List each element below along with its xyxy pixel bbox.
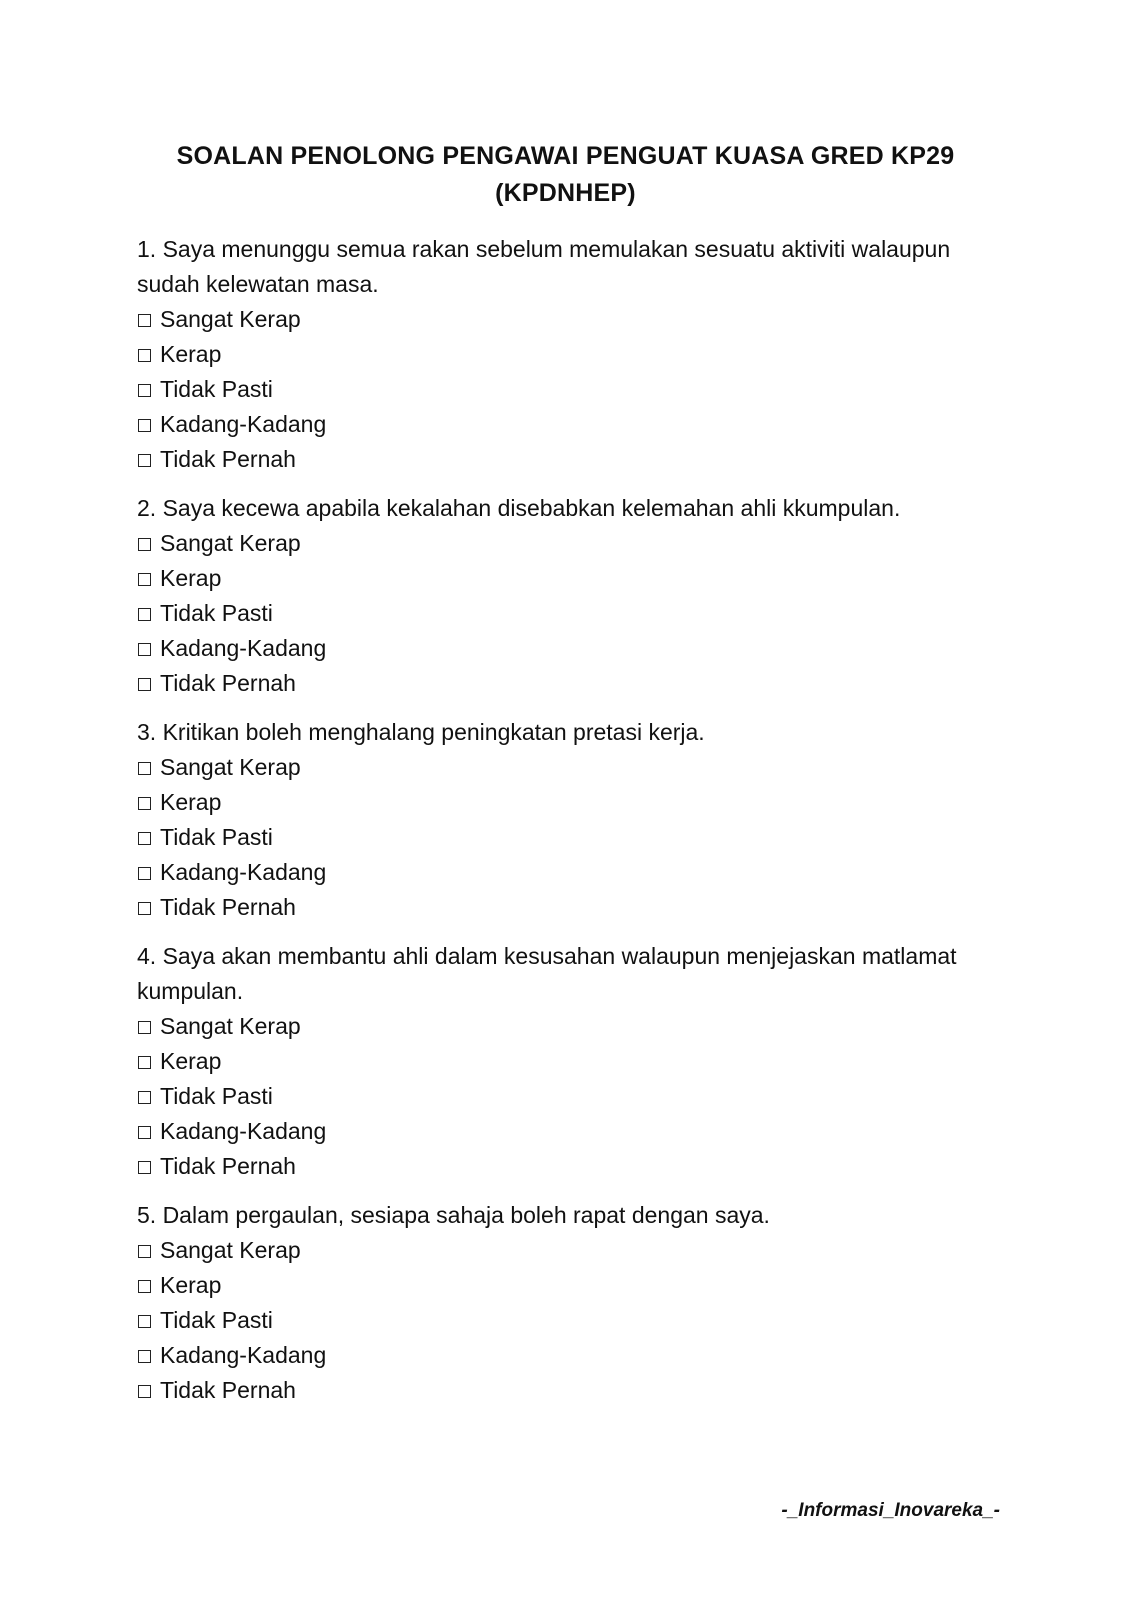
option-item[interactable] [137, 820, 1007, 855]
checkbox-icon[interactable] [138, 1245, 151, 1258]
option-label: Kerap [160, 1048, 222, 1074]
option-item[interactable] [137, 302, 1007, 337]
option-label: Kerap [160, 565, 222, 591]
option-item[interactable] [137, 1009, 1007, 1044]
option-item[interactable] [137, 372, 1007, 407]
checkbox-icon[interactable] [138, 1161, 151, 1174]
checkbox-icon[interactable] [138, 454, 151, 467]
option-label: Kadang-Kadang [160, 1342, 327, 1368]
option-item[interactable] [137, 1303, 1007, 1338]
checkbox-icon[interactable] [138, 643, 151, 656]
title-line-2: (KPDNHEP) [495, 179, 636, 207]
option-item[interactable] [137, 750, 1007, 785]
checkbox-icon[interactable] [138, 867, 151, 880]
option-list [137, 302, 1007, 477]
checkbox-icon[interactable] [138, 1021, 151, 1034]
checkbox-icon[interactable] [138, 314, 151, 327]
option-list [137, 750, 1007, 925]
title-line-1: SOALAN PENOLONG PENGAWAI PENGUAT KUASA GRED KP29 [176, 142, 955, 170]
option-label: Sangat Kerap [160, 754, 301, 780]
option-label: Sangat Kerap [160, 1237, 301, 1263]
question-text: 3. Kritikan boleh menghalang peningkatan pretasi kerja. [137, 719, 705, 745]
checkbox-icon[interactable] [138, 349, 151, 362]
checkbox-icon[interactable] [138, 1315, 151, 1328]
option-label: Tidak Pasti [160, 376, 273, 402]
option-item[interactable] [137, 1268, 1007, 1303]
option-item[interactable] [137, 442, 1007, 477]
option-item[interactable] [137, 1338, 1007, 1373]
option-item[interactable] [137, 407, 1007, 442]
checkbox-icon[interactable] [138, 1126, 151, 1139]
question-2 [137, 491, 1007, 701]
option-item[interactable] [137, 785, 1007, 820]
option-label: Kerap [160, 341, 222, 367]
option-list [137, 526, 1007, 701]
option-item[interactable] [137, 1044, 1007, 1079]
option-item[interactable] [137, 337, 1007, 372]
option-item[interactable] [137, 631, 1007, 666]
checkbox-icon[interactable] [138, 797, 151, 810]
question-list [137, 232, 1007, 1422]
option-item[interactable] [137, 561, 1007, 596]
option-item[interactable] [137, 1079, 1007, 1114]
option-item[interactable] [137, 1149, 1007, 1184]
option-label: Tidak Pernah [160, 1153, 296, 1179]
question-text: 2. Saya kecewa apabila kekalahan disebabkan kelemahan ahli kkumpulan. [137, 495, 901, 521]
option-label: Tidak Pasti [160, 1307, 273, 1333]
checkbox-icon[interactable] [138, 538, 151, 551]
option-label: Sangat Kerap [160, 530, 301, 556]
checkbox-icon[interactable] [138, 1350, 151, 1363]
option-item[interactable] [137, 666, 1007, 701]
checkbox-icon[interactable] [138, 832, 151, 845]
option-list [137, 1233, 1007, 1408]
question-1 [137, 232, 1007, 477]
option-label: Tidak Pasti [160, 1083, 273, 1109]
checkbox-icon[interactable] [138, 1056, 151, 1069]
option-item[interactable] [137, 1373, 1007, 1408]
checkbox-icon[interactable] [138, 384, 151, 397]
option-label: Kadang-Kadang [160, 411, 327, 437]
option-label: Tidak Pernah [160, 1377, 296, 1403]
checkbox-icon[interactable] [138, 1091, 151, 1104]
question-3 [137, 715, 1007, 925]
option-label: Tidak Pernah [160, 894, 296, 920]
option-item[interactable] [137, 855, 1007, 890]
checkbox-icon[interactable] [138, 762, 151, 775]
checkbox-icon[interactable] [138, 1385, 151, 1398]
option-item[interactable] [137, 596, 1007, 631]
page-title [0, 138, 1131, 212]
checkbox-icon[interactable] [138, 419, 151, 432]
footer-watermark: -_Informasi_Inovareka_- [781, 1500, 1000, 1521]
option-item[interactable] [137, 1233, 1007, 1268]
option-label: Kerap [160, 789, 222, 815]
option-label: Tidak Pernah [160, 670, 296, 696]
option-item[interactable] [137, 890, 1007, 925]
option-item[interactable] [137, 1114, 1007, 1149]
option-label: Kadang-Kadang [160, 1118, 327, 1144]
question-text: 4. Saya akan membantu ahli dalam kesusahan walaupun menjejaskan matlamat kumpulan. [137, 943, 957, 1004]
option-label: Kerap [160, 1272, 222, 1298]
checkbox-icon[interactable] [138, 573, 151, 586]
checkbox-icon[interactable] [138, 1280, 151, 1293]
question-text: 5. Dalam pergaulan, sesiapa sahaja boleh rapat dengan saya. [137, 1202, 770, 1228]
option-item[interactable] [137, 526, 1007, 561]
option-label: Sangat Kerap [160, 1013, 301, 1039]
checkbox-icon[interactable] [138, 608, 151, 621]
question-4 [137, 939, 1007, 1184]
checkbox-icon[interactable] [138, 902, 151, 915]
question-5 [137, 1198, 1007, 1408]
option-list [137, 1009, 1007, 1184]
checkbox-icon[interactable] [138, 678, 151, 691]
option-label: Tidak Pasti [160, 824, 273, 850]
option-label: Tidak Pernah [160, 446, 296, 472]
option-label: Kadang-Kadang [160, 635, 327, 661]
option-label: Tidak Pasti [160, 600, 273, 626]
option-label: Kadang-Kadang [160, 859, 327, 885]
question-text: 1. Saya menunggu semua rakan sebelum memulakan sesuatu aktiviti walaupun sudah kelewatan masa. [137, 236, 951, 297]
option-label: Sangat Kerap [160, 306, 301, 332]
